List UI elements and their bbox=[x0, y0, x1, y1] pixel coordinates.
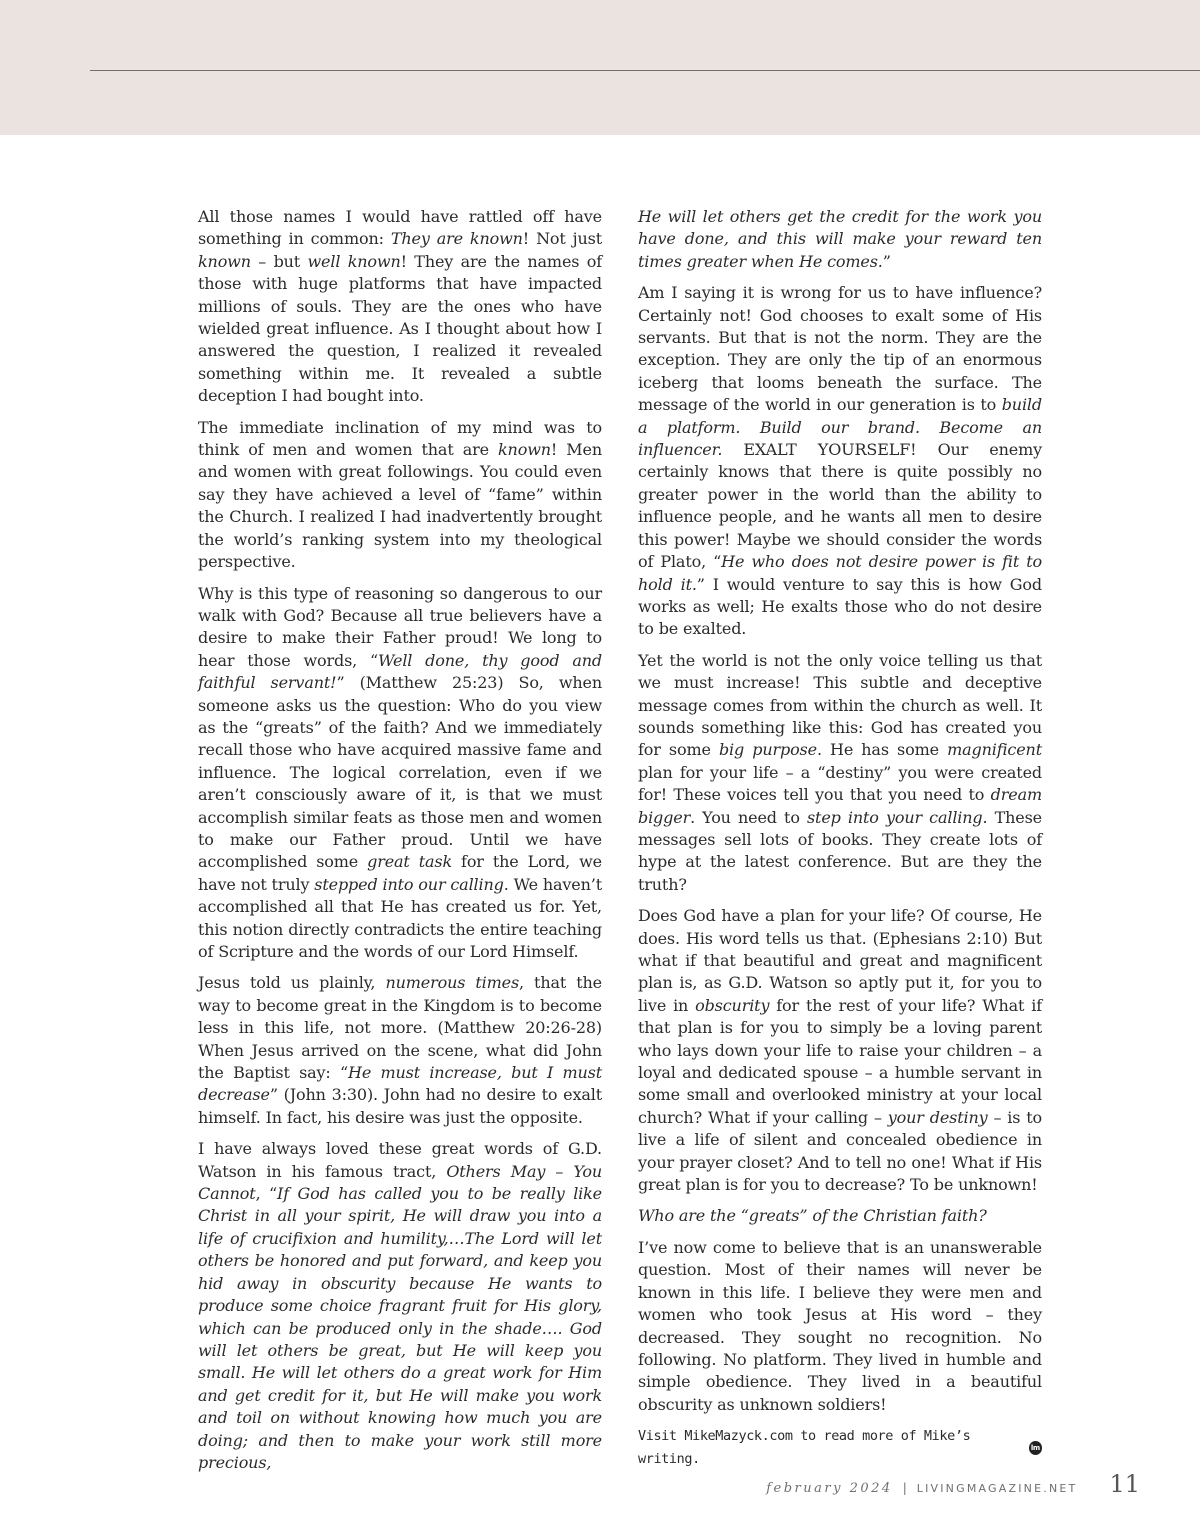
header-rule bbox=[90, 70, 1200, 71]
footer-separator: | bbox=[902, 1481, 907, 1495]
text-run: I have always loved these great words of G.D. Watson in his famous tract, bbox=[198, 1139, 602, 1181]
right-column bbox=[638, 206, 1042, 1479]
paragraph bbox=[638, 905, 1042, 1196]
header-band bbox=[0, 0, 1200, 135]
paragraph bbox=[198, 417, 602, 574]
italic-text: numerous times bbox=[385, 973, 520, 993]
signoff bbox=[638, 1425, 1042, 1470]
italic-text: well known bbox=[307, 251, 401, 271]
text-run: Does God have a plan for your life? Of course, He does. His word tells us that. (Ephesians 2:10) But what if that beautiful and great and magnificent plan is, as G.D. Watson so aptly put it, for you to live in bbox=[638, 906, 1042, 1015]
italic-text: He will let others get the credit for the work you have done, and this will make your reward ten times greater when He comes. bbox=[638, 207, 1042, 271]
text-run: The immediate inclination of my mind was to think of men and women that are bbox=[198, 417, 602, 460]
text-run: . We haven’t accomplished all that He has created us for. Yet, this notion directly contradicts the entire teaching of Scripture and the words of our Lord Himself. bbox=[198, 874, 602, 961]
italic-text: Who are the “greats” of the Christian faith? bbox=[638, 1206, 987, 1226]
text-run: , “ bbox=[255, 1184, 278, 1204]
italic-text: Others May – You Cannot bbox=[198, 1161, 603, 1204]
text-run: plan for your life – a “destiny” you were created for! These voices tell you that you need to bbox=[638, 762, 1042, 805]
signoff-text: Visit MikeMazyck.com to read more of Mike’s writing. bbox=[638, 1428, 971, 1467]
paragraph bbox=[198, 206, 602, 408]
left-column bbox=[198, 206, 602, 1483]
italic-text: build a platform. Build our brand. Become an influencer. bbox=[638, 395, 1042, 460]
text-run: ” I would venture to say this is how God works as well; He exalts those who do not desire to be exalted. bbox=[638, 574, 1042, 639]
italic-text: If God has called you to be really like Christ in all your spirit, He will draw you into a life of crucifixion and humility,…The Lord will let others be honored and put forward, and keep you hid away in obscurity because He wants to produce some choice fragrant fruit for His glory, which can be produced only in the shade…. God will let others be great, but He will keep you small. He will let others do a great work for Him and get credit for it, but He will make you work and toil on without knowing how much you are doing; and then to make your work still more precious, bbox=[198, 1184, 602, 1472]
paragraph bbox=[638, 206, 1042, 273]
text-run: EXALT YOURSELF! Our enemy certainly knows that there is quite possibly no greater power in the world than the ability to influence people, and he wants all men to desire this power! Maybe we should consider the words of Plato, “ bbox=[638, 440, 1042, 572]
italic-text: step into your calling bbox=[806, 807, 983, 827]
text-run: , that the way to become great in the Kingdom is to become less in this life, not more. (Matthew 20:26-28) When Jesus arrived on the scene, what did John the Baptist say: “ bbox=[198, 973, 602, 1083]
text-run: for the rest of your life? What if that plan is for you to simply be a loving parent who lays down your life to raise your children – a loyal and dedicated spouse – a humble servant in some small and overlooked ministry at your local church? What if your calling – bbox=[638, 995, 1042, 1127]
text-run: ” bbox=[882, 251, 891, 271]
text-run: . These messages sell lots of books. They create lots of hype at the latest conference. But are they the truth? bbox=[638, 807, 1042, 894]
italic-text: He must increase, but I must decrease bbox=[198, 1063, 602, 1105]
text-run: for the Lord, we have not truly bbox=[198, 852, 602, 894]
page-number: 11 bbox=[1109, 1470, 1140, 1498]
italic-text: your destiny bbox=[887, 1107, 988, 1127]
italic-text: great task bbox=[367, 852, 453, 872]
italic-text: dream bigger bbox=[638, 785, 1042, 827]
footer-date: february 2024 bbox=[766, 1481, 893, 1496]
text-run: Why is this type of reasoning so dangerous to our walk with God? Because all true believers have a desire to make their Father proud! We long to hear those words, “ bbox=[198, 583, 602, 670]
text-run: – is to live a life of silent and concealed obedience in your prayer closet? And to tell no one! What if His great plan is for you to decrease? To be unknown! bbox=[638, 1107, 1042, 1195]
text-run: All those names I would have rattled off have something in common: bbox=[198, 207, 602, 249]
paragraph bbox=[198, 1138, 602, 1474]
page-footer bbox=[700, 1470, 1140, 1510]
text-run: ! Men and women with great followings. You could even say they have achieved a level of “fame” within the Church. I realized I had inadvertently brought the world’s ranking system into my theological perspective. bbox=[198, 440, 602, 572]
text-run: . You need to bbox=[690, 807, 807, 827]
italic-text: known bbox=[198, 251, 251, 271]
paragraph bbox=[638, 1237, 1042, 1416]
italic-text: Well done, thy good and faithful servant! bbox=[198, 650, 602, 693]
text-run: Yet the world is not the only voice telling us that we must increase! This subtle and deceptive message comes from within the church as well. It sounds something like this: God has created you for some bbox=[638, 650, 1042, 760]
italic-text: They are known bbox=[390, 229, 523, 249]
italic-text: stepped into our calling bbox=[314, 874, 504, 894]
italic-text: He who does not desire power is fit to hold it. bbox=[638, 552, 1043, 594]
text-run: I’ve now come to believe that is an unanswerable question. Most of their names will never be known in this life. I believe they were men and women who took Jesus at His word – they decreased. They sought no recognition. No following. No platform. They lived in humble and simple obedience. They lived in a beautiful obscurity as unknown soldiers! bbox=[638, 1237, 1042, 1414]
italic-text: magnificent bbox=[947, 740, 1042, 760]
text-run: ” (Matthew 25:23) So, when someone asks us the question: Who do you view as the “greats” of the faith? And we immediately recall those who have acquired massive fame and influence. The logical correlation, even if we aren’t consciously aware of it, is that we must accomplish similar feats as those men and women to make our Father proud. Until we have accomplished some bbox=[198, 673, 603, 872]
text-run: ! They are the names of those with huge platforms that have impacted millions of souls. They are the ones who have wielded great influence. As I thought about how I answered the question, I realized it revealed something within me. It revealed a subtle deception I had bought into. bbox=[198, 251, 602, 406]
text-run: ! Not just bbox=[522, 229, 602, 249]
paragraph bbox=[198, 972, 602, 1129]
italic-text: known bbox=[498, 440, 551, 460]
paragraph bbox=[638, 1205, 1042, 1227]
footer-site: LIVINGMAGAZINE.NET bbox=[916, 1482, 1078, 1495]
text-run: ” (John 3:30). John had no desire to exalt himself. In fact, his desire was just the opposite. bbox=[198, 1085, 602, 1127]
text-run: Jesus told us plainly, bbox=[198, 973, 386, 993]
italic-text: obscurity bbox=[695, 995, 770, 1015]
italic-text: big purpose bbox=[718, 740, 817, 760]
end-mark-icon: lm bbox=[1029, 1441, 1042, 1455]
paragraph bbox=[638, 282, 1042, 641]
text-run: – but bbox=[250, 251, 308, 271]
paragraph bbox=[638, 650, 1042, 896]
paragraph bbox=[198, 583, 602, 964]
text-run: . He has some bbox=[816, 740, 948, 760]
text-run: Am I saying it is wrong for us to have influence? Certainly not! God chooses to exalt some of His servants. But that is not the norm. They are the exception. They are only the tip of an enormous iceberg that looms beneath the surface. The message of the world in our generation is to bbox=[638, 283, 1042, 415]
